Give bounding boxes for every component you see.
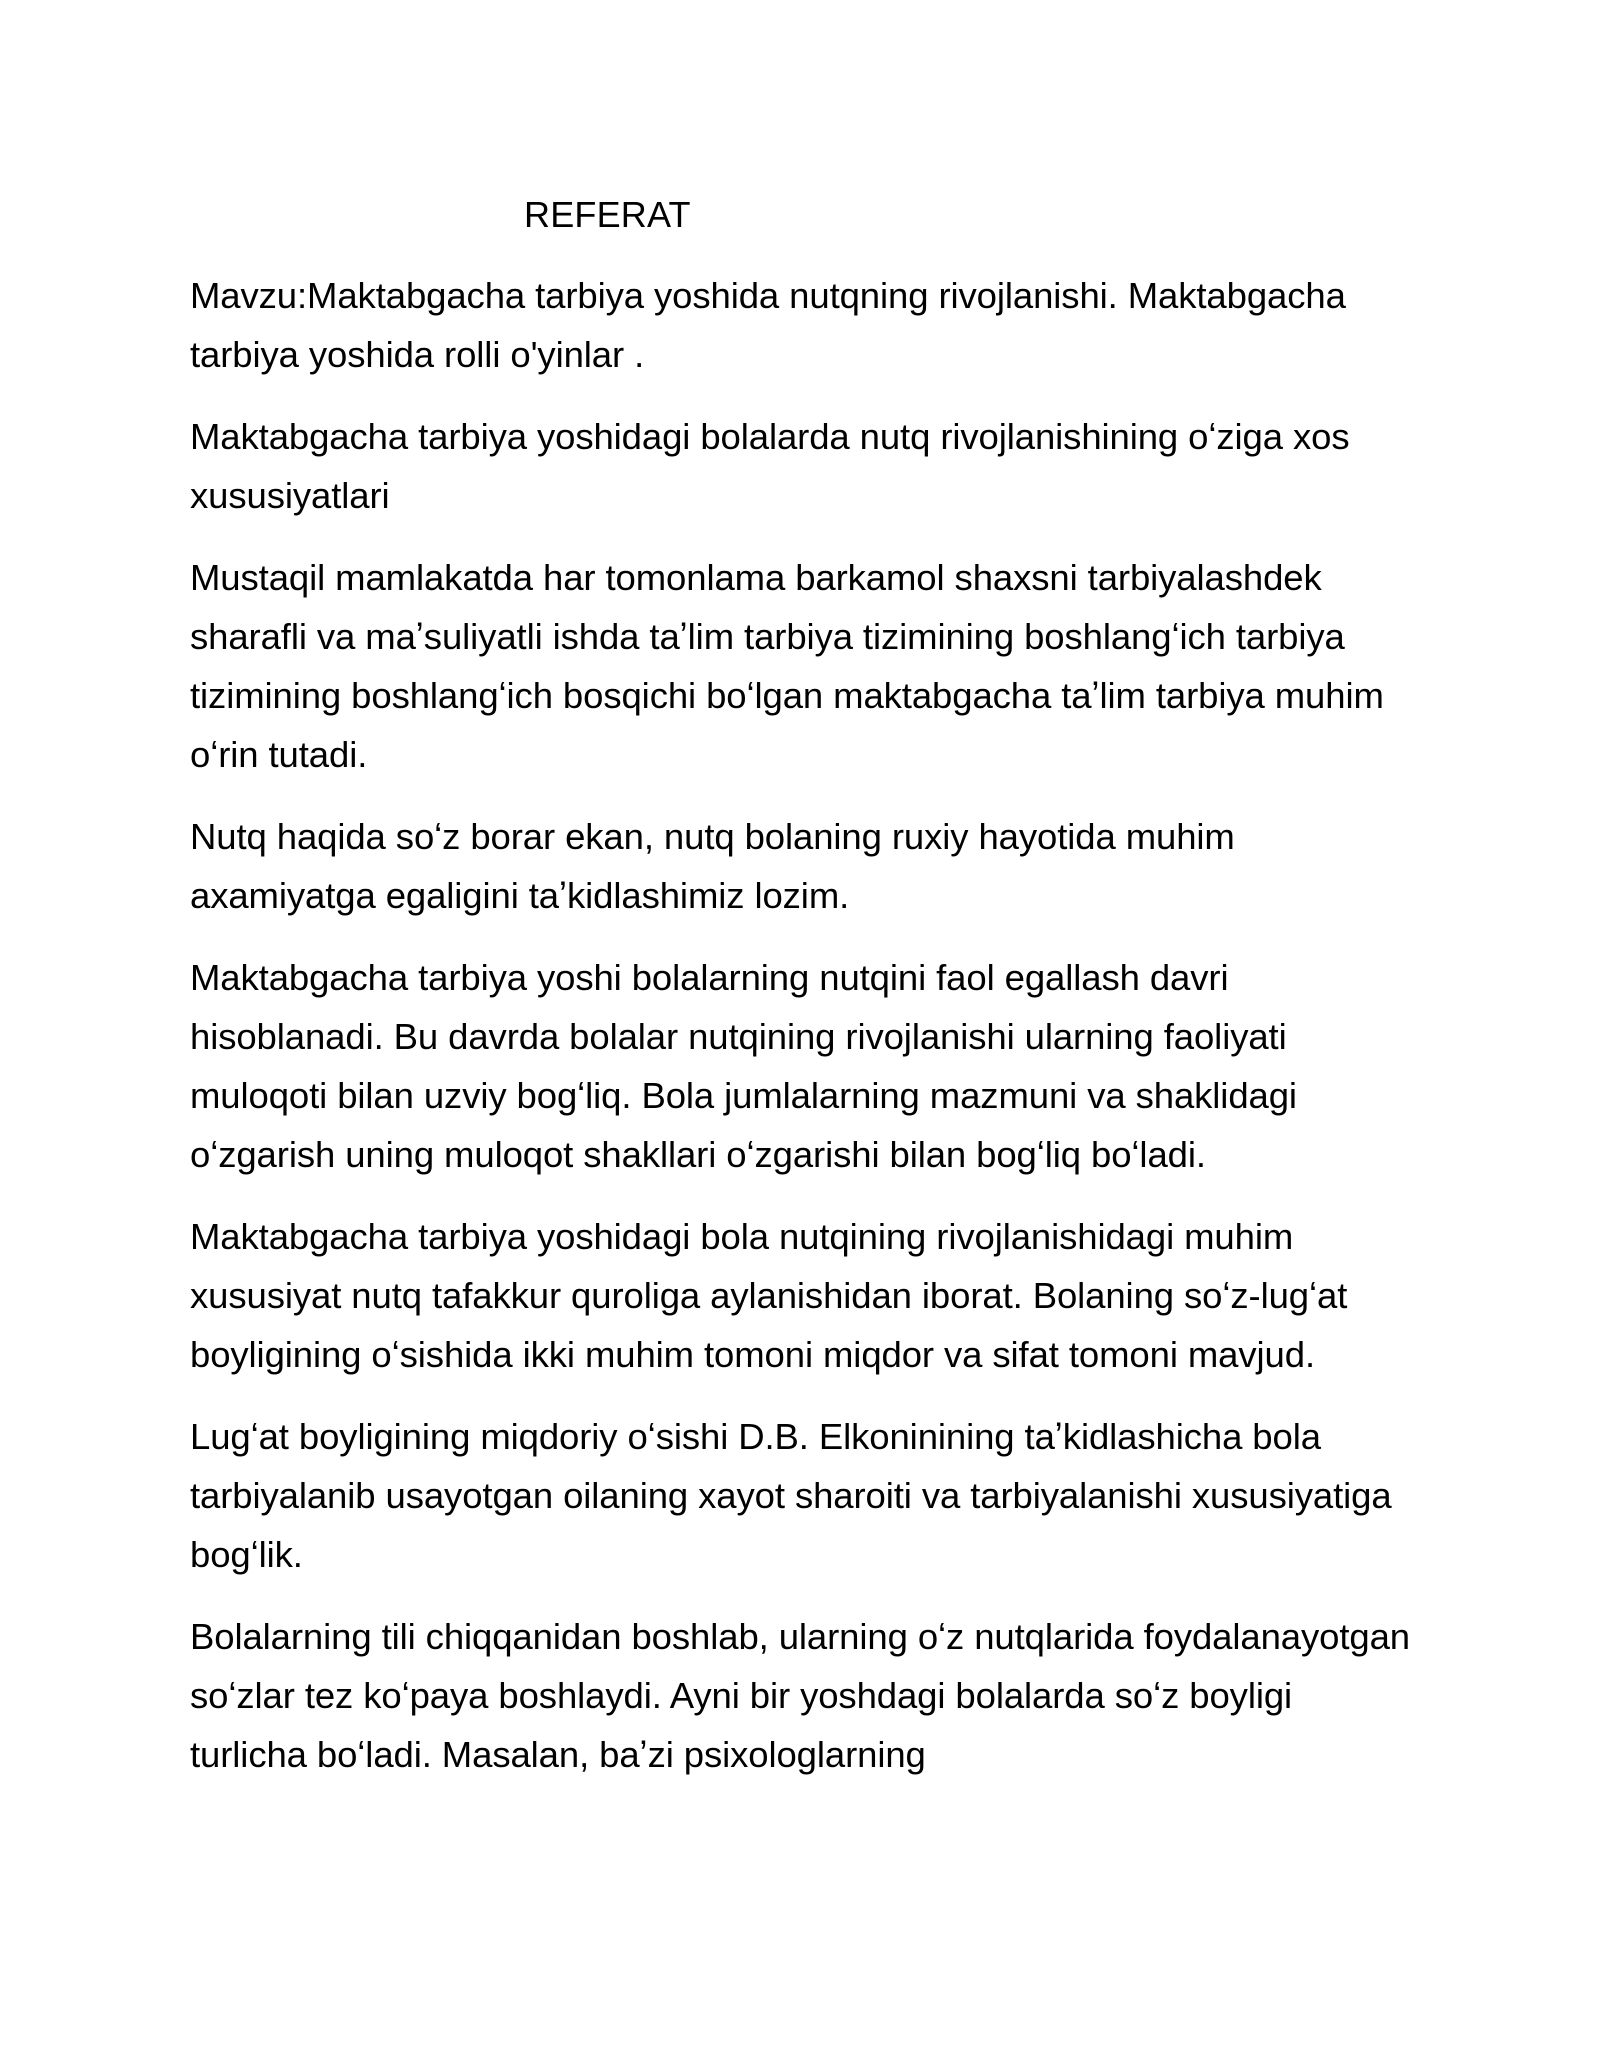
body-paragraph: Lugʻat boyligining miqdoriy oʻsishi D.B. Elkoninining taʼkidlashicha bola tarbiyalanib usayotgan oilaning xayot sharoiti va tarbiyalanishi xususiyatiga bogʻlik. [190,1416,1392,1575]
document-body [190,190,1410,1784]
body-paragraph: Nutq haqida soʻz borar ekan, nutq bolaning ruxiy hayotida muhim axamiyatga egaligini taʼkidlashimiz lozim. [190,816,1235,916]
topic-paragraph: Mavzu:Maktabgacha tarbiya yoshida nutqning rivojlanishi. Maktabgacha tarbiya yoshida rolli o'yinlar . [190,275,1346,375]
body-paragraph: Mustaqil mamlakatda har tomonlama barkamol shaxsni tarbiyalashdek sharafli va maʼsuliyatli ishda taʼlim tarbiya tizimining boshlangʻich tarbiya tizimining boshlangʻich bosqichi boʻlgan maktabgacha taʼlim tarbiya muhim oʻrin tutadi. [190,557,1384,775]
document-title: REFERAT [524,194,691,235]
body-paragraph: Maktabgacha tarbiya yoshi bolalarning nutqini faol egallash davri hisoblanadi. Bu davrda bolalar nutqining rivojlanishi ularning faoliyati muloqoti bilan uzviy bogʻliq. Bola jumlalarning mazmuni va shaklidagi oʻzgarish uning muloqot shakllari oʻzgarishi bilan bogʻliq boʻladi. [190,957,1297,1175]
body-paragraph: Maktabgacha tarbiya yoshidagi bola nutqining rivojlanishidagi muhim xususiyat nutq tafakkur quroliga aylanishidan iborat. Bolaning soʻz-lugʻat boyligining oʻsishida ikki muhim tomoni miqdor va sifat tomoni mavjud. [190,1216,1348,1375]
section-heading-paragraph: Maktabgacha tarbiya yoshidagi bolalarda nutq rivojlanishining oʻziga xos xususiyatlari [190,416,1350,516]
body-paragraph: Bolalarning tili chiqqanidan boshlab, ularning oʻz nutqlarida foydalanayotgan soʻzlar tez koʻpaya boshlaydi. Ayni bir yoshdagi bolalarda soʻz boyligi turlicha boʻladi. Masalan, baʼzi psixologlarning [190,1616,1410,1775]
